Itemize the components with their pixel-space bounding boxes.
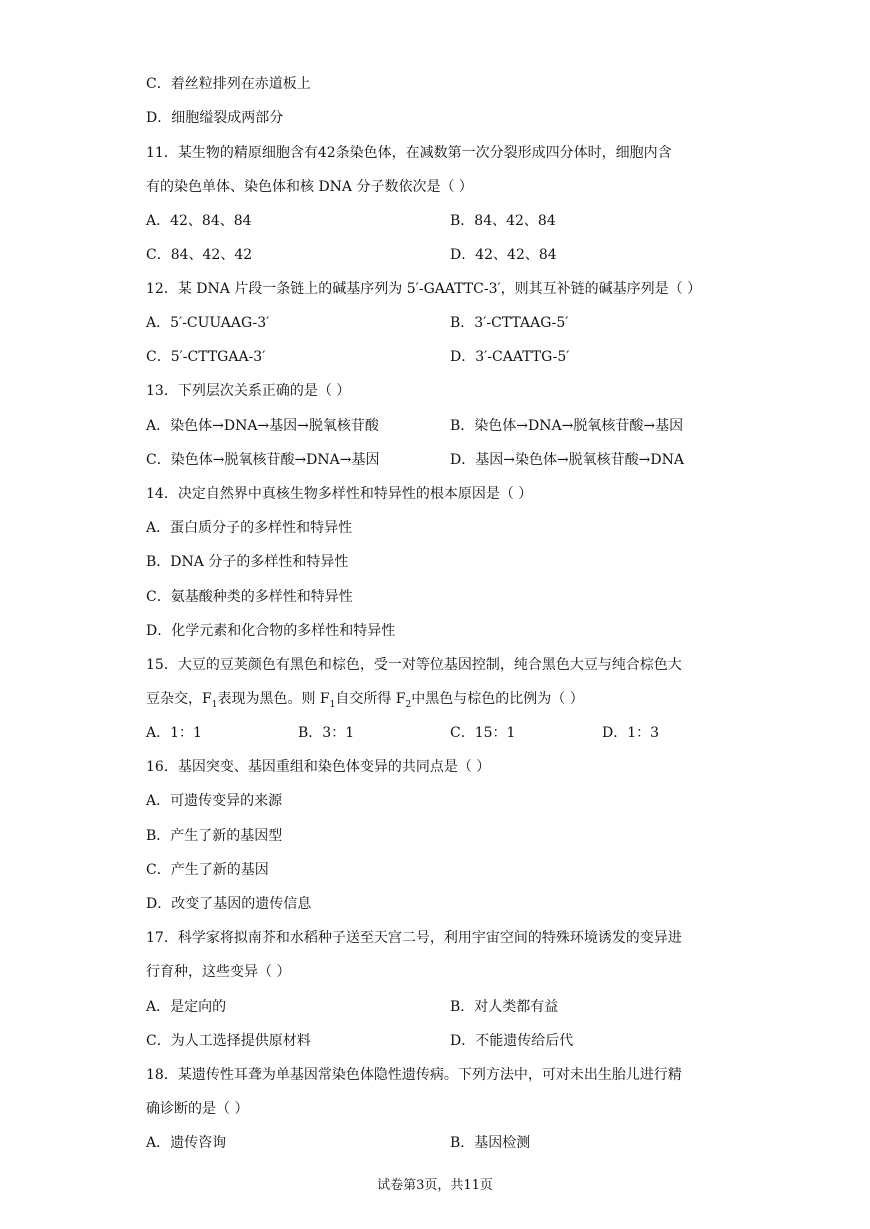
- q11-stem-line1: 11．某生物的精原细胞含有42条染色体，在减数第一次分裂形成四分体时，细胞内含: [146, 145, 672, 161]
- q11-stem-line2: 有的染色单体、染色体和核 DNA 分子数依次是（ ）: [146, 179, 473, 195]
- q16-option-d: D．改变了基因的遗传信息: [146, 896, 312, 912]
- q16-option-a: A．可遗传变异的来源: [146, 793, 283, 809]
- page-footer: 试卷第3页，共11页: [377, 1178, 493, 1193]
- q15-stem-line1: 15．大豆的豆荚颜色有黑色和棕色，受一对等位基因控制，纯合黑色大豆与纯合棕色大: [146, 657, 682, 673]
- q17-stem-line2: 行育种，这些变异（ ）: [146, 964, 291, 980]
- q15-sub3: 2: [405, 699, 412, 710]
- q12-option-b: B．3′-CTTAAG-5′: [450, 315, 569, 331]
- q15-sub1: 1: [211, 699, 218, 710]
- q13-stem: 13．下列层次关系正确的是（ ）: [146, 383, 351, 399]
- q15-text-part3: 自交所得 F: [335, 691, 406, 707]
- q17-option-d: D．不能遗传给后代: [450, 1033, 574, 1049]
- q15-option-d: D．1：3: [602, 725, 660, 741]
- q11-option-c: C．84、42、42: [146, 247, 253, 263]
- option-d-prev: D．细胞缢裂成两部分: [146, 110, 284, 126]
- q14-stem: 14．决定自然界中真核生物多样性和特异性的根本原因是（ ）: [146, 486, 533, 502]
- q18-stem-line1: 18．某遗传性耳聋为单基因常染色体隐性遗传病。下列方法中，可对未出生胎儿进行精: [146, 1067, 682, 1083]
- q11-option-a: A．42、84、84: [146, 213, 252, 229]
- q15-text-part4: 中黑色与棕色的比例为（ ）: [411, 691, 584, 707]
- q11-option-d: D．42、42、84: [450, 247, 557, 263]
- q17-option-a: A．是定向的: [146, 999, 227, 1015]
- q15-text-part1: 豆杂交，F: [146, 691, 212, 707]
- q16-option-c: C．产生了新的基因: [146, 862, 269, 878]
- q16-option-b: B．产生了新的基因型: [146, 828, 283, 844]
- q11-option-b: B．84、42、84: [450, 213, 556, 229]
- q13-option-d: D．基因→染色体→脱氧核苷酸→DNA: [450, 452, 685, 468]
- q13-option-a: A．染色体→DNA→基因→脱氧核苷酸: [146, 418, 379, 434]
- q14-option-a: A．蛋白质分子的多样性和特异性: [146, 520, 353, 536]
- q14-option-d: D．化学元素和化合物的多样性和特异性: [146, 623, 396, 639]
- q12-stem: 12．某 DNA 片段一条链上的碱基序列为 5′-GAATTC-3′，则其互补链的碱基序列是（ ）: [146, 281, 702, 297]
- q12-option-c: C．5′-CTTGAA-3′: [146, 349, 266, 365]
- q17-option-c: C．为人工选择提供原材料: [146, 1033, 311, 1049]
- q15-sub2: 1: [329, 699, 336, 710]
- q14-option-b: B．DNA 分子的多样性和特异性: [146, 554, 349, 570]
- q16-stem: 16．基因突变、基因重组和染色体变异的共同点是（ ）: [146, 759, 491, 775]
- q13-option-c: C．染色体→脱氧核苷酸→DNA→基因: [146, 452, 380, 468]
- q12-option-d: D．3′-CAATTG-5′: [450, 349, 570, 365]
- q17-option-b: B．对人类都有益: [450, 999, 559, 1015]
- q14-option-c: C．氨基酸种类的多样性和特异性: [146, 589, 353, 605]
- q15-option-c: C．15：1: [450, 725, 516, 741]
- q17-stem-line1: 17．科学家将拟南芥和水稻种子送至天宫二号，利用宇宙空间的特殊环境诱发的变异进: [146, 930, 682, 946]
- q15-option-a: A．1：1: [146, 725, 202, 741]
- q18-option-b: B．基因检测: [450, 1135, 531, 1151]
- q13-option-b: B．染色体→DNA→脱氧核苷酸→基因: [450, 418, 684, 434]
- q12-option-a: A．5′-CUUAAG-3′: [146, 315, 270, 331]
- q15-stem-line2: [146, 689, 584, 709]
- option-c-prev: C．着丝粒排列在赤道板上: [146, 76, 311, 92]
- q18-option-a: A．遗传咨询: [146, 1135, 227, 1151]
- q18-stem-line2: 确诊断的是（ ）: [146, 1101, 249, 1117]
- q15-text-part2: 表现为黑色。则 F: [217, 691, 330, 707]
- q15-option-b: B．3：1: [298, 725, 355, 741]
